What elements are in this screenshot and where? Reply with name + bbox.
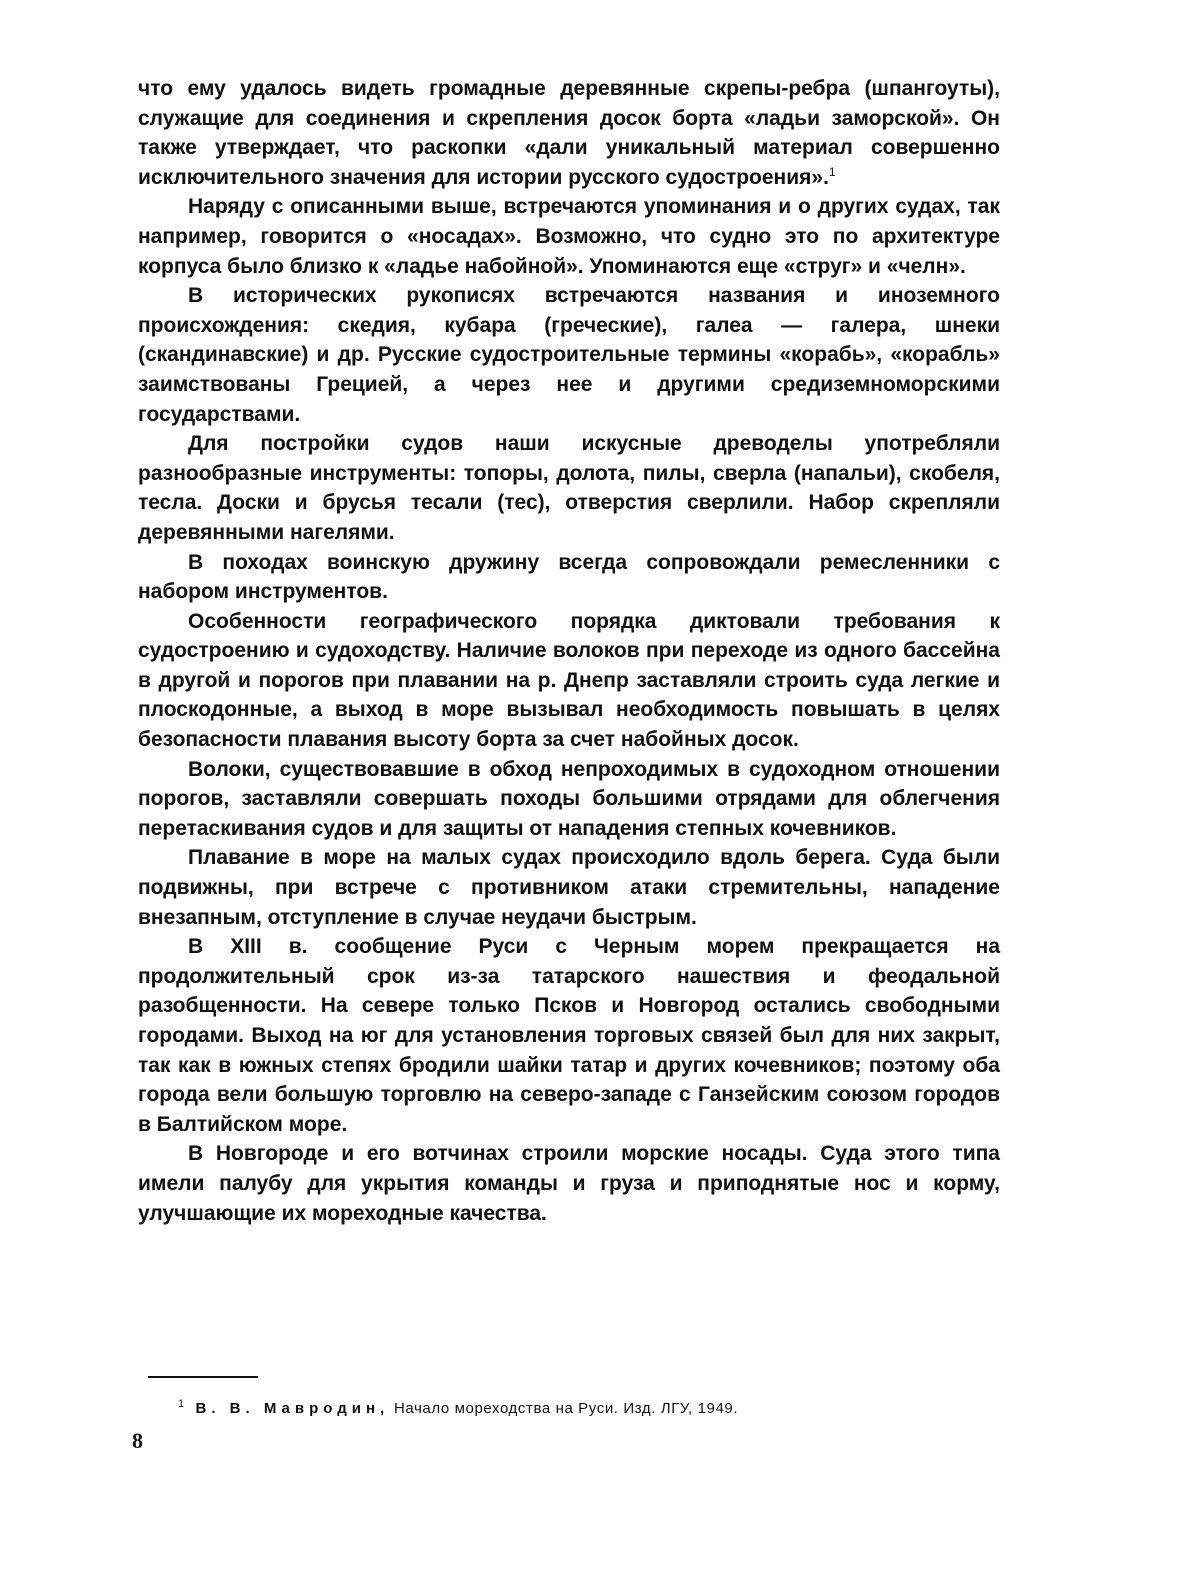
- paragraph: Особенности географического порядка диктовали требования к судостроению и судоходству. Наличие волоков при переходе из одного бассейна в другой и порогов при плавании на р. Днепр заставляли строить суда легкие и плоскодонные, а выход в море вызывал необходимость повышать в целях безопасности плавания высоту борта за счет набойных досок.: [138, 609, 1000, 752]
- paragraph: Для постройки судов наши искусные древоделы употребляли разнообразные инструменты: топоры, долота, пилы, сверла (напальи), скобеля, тесла. Доски и брусья тесали (тес), отверстия сверлили. Набор скрепляли деревянными нагелями.: [138, 432, 1000, 544]
- footnote-reference: 1: [828, 164, 836, 179]
- footnote-divider: [148, 1376, 258, 1378]
- page-number: 8: [132, 1428, 143, 1453]
- footnote-text: Начало мореходства на Руси. Изд. ЛГУ, 1949.: [393, 1400, 739, 1417]
- paragraph: В исторических рукописях встречаются названия и иноземного происхождения: скедия, кубара (греческие), галеа — галера, шнеки (скандинавские) и др. Русские судостроительные термины «корабь», «корабль» заимствованы Грецией, а через нее и другими средиземноморскими государствами.: [138, 284, 1000, 426]
- paragraph: [138, 74, 1000, 192]
- paragraph-text: что ему удалось видеть громадные деревянные скрепы-ребра (шпангоуты), служащие для соединения и скрепления досок борта «ладьи заморской». Он также утверждает, что раскопки «дали уникальный материал совершенно исключительного значения для истории русского судостроения».: [138, 77, 1000, 189]
- paragraph: Плавание в море на малых судах происходило вдоль берега. Суда были подвижны, при встрече с противником атаки стремительны, нападение внезапным, отступление в случае неудачи быстрым.: [138, 846, 1000, 929]
- footnote-number: 1: [178, 1398, 185, 1410]
- paragraph: В Новгороде и его вотчинах строили морские носады. Суда этого типа имели палубу для укрытия команды и груза и приподнятые нос и корму, улучшающие их мореходные качества.: [138, 1142, 1000, 1225]
- body-text: [138, 74, 1000, 1228]
- footnote-author: В. В. Мавродин,: [195, 1400, 390, 1417]
- paragraph: В походах воинскую дружину всегда сопровождали ремесленники с набором инструментов.: [138, 550, 1000, 604]
- paragraph: В XIII в. сообщение Руси с Черным морем прекращается на продолжительный срок из-за татарского нашествия и феодальной разобщенности. На севере только Псков и Новгород остались свободными городами. Выход на юг для установления торговых связей был для них закрыт, так как в южных степях бродили шайки татар и других кочевников; поэтому оба города вели большую торговлю на северо-западе с Ганзейским союзом городов в Балтийском море.: [138, 935, 1000, 1136]
- paragraph: Наряду с описанными выше, встречаются упоминания и о других судах, так например, говорится о «носадах». Возможно, что судно это по архитектуре корпуса было близко к «ладье набойной». Упоминаются еще «струг» и «челн».: [138, 195, 1000, 278]
- paragraph: Волоки, существовавшие в обход непроходимых в судоходном отношении порогов, заставляли совершать походы большими отрядами для облегчения перетаскивания судов и для защиты от нападения степных кочевников.: [138, 757, 1000, 840]
- footnote: [178, 1394, 998, 1419]
